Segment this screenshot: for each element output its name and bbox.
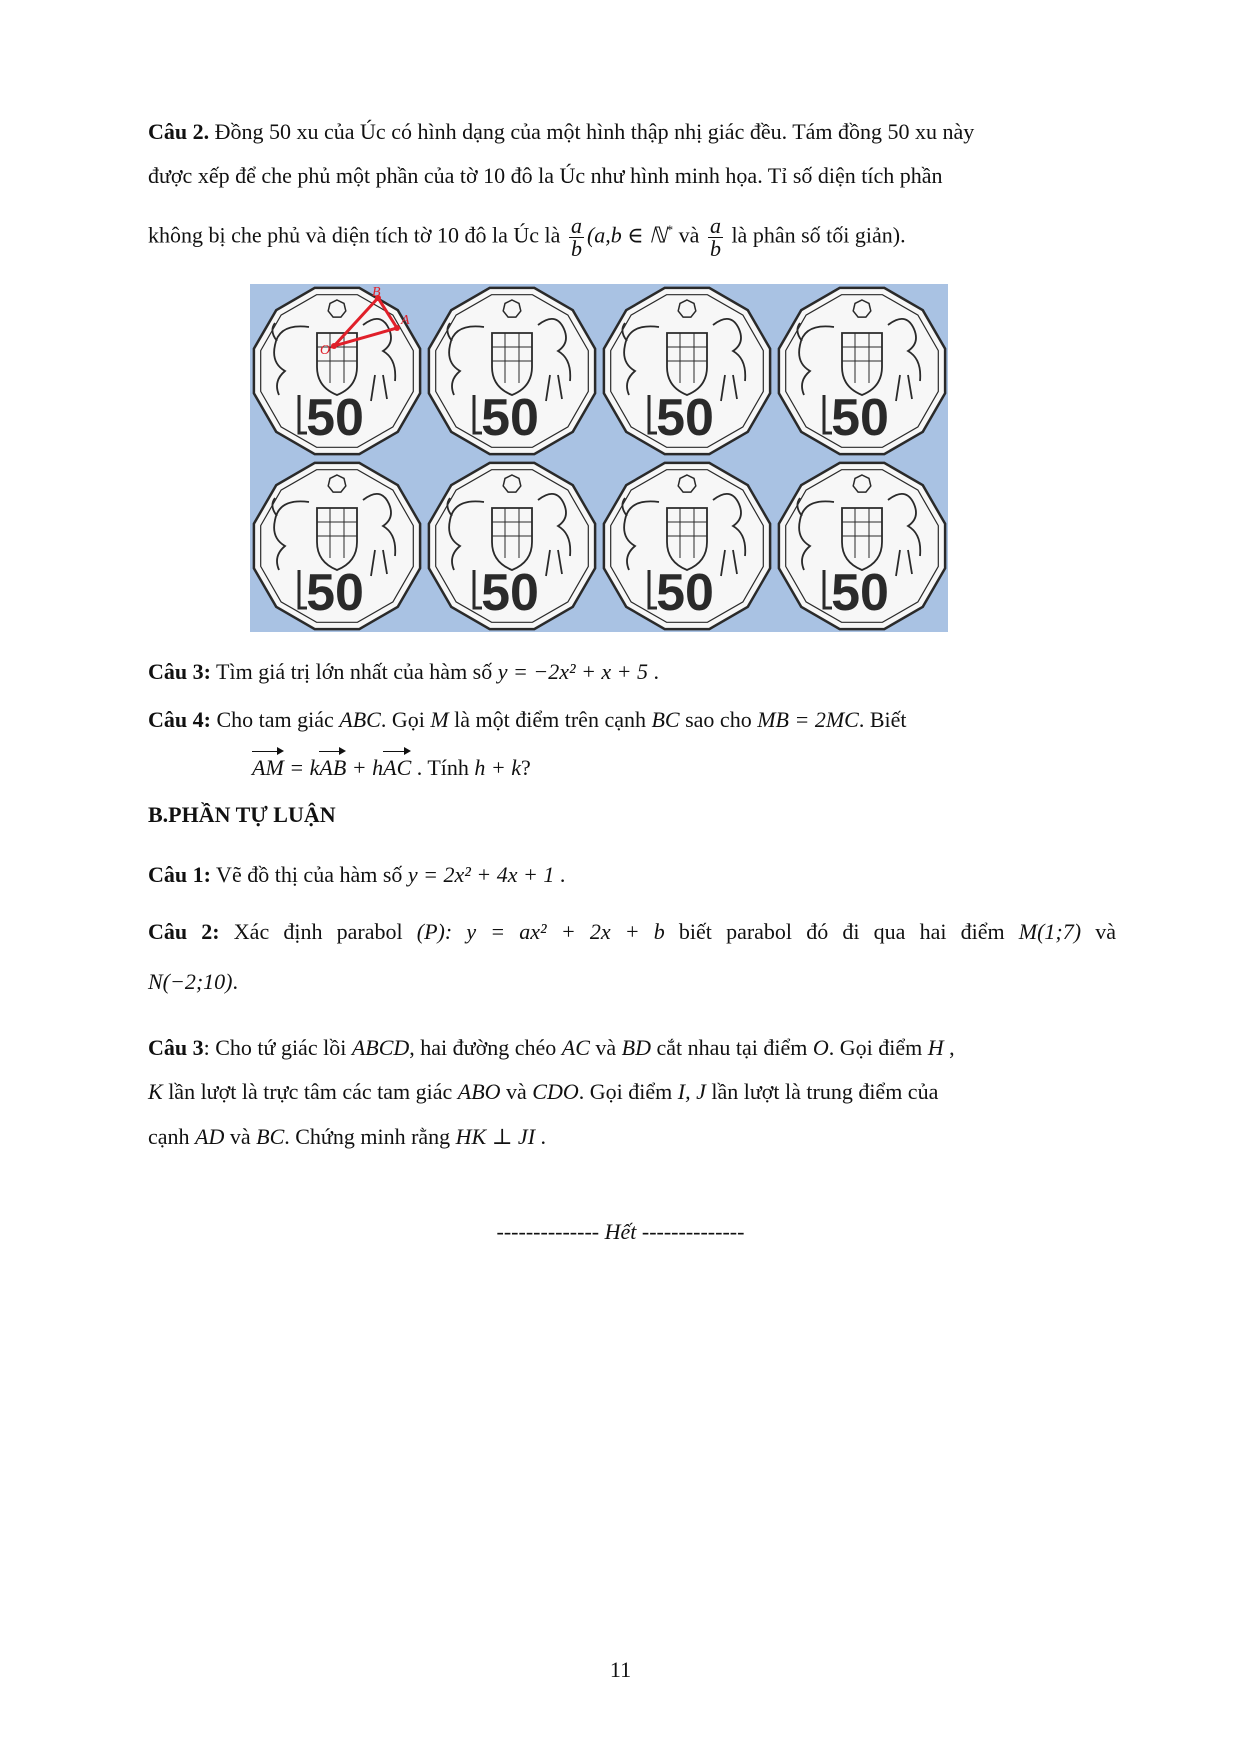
e2-line-2: N(−2;10). <box>148 969 238 994</box>
coin-6 <box>429 463 595 629</box>
vector-AB: AB <box>319 748 346 788</box>
q4-condition: MB = 2MC <box>757 707 859 732</box>
section-heading: B.PHẦN TỰ LUẬN <box>148 802 336 827</box>
q3-line: Câu 3: Tìm giá trị lớn nhất của hàm số y = −2x² + x + 5 . <box>148 659 660 684</box>
q3-formula: y = −2x² + x + 5 <box>497 659 649 684</box>
q2-text-3: không bị che phủ và diện tích tờ 10 đô la Úc là <box>148 222 566 248</box>
e1-label: Câu 1: <box>148 862 211 887</box>
e3-line-3: cạnh AD và BC. Chứng minh rằng HK ⊥ JI . <box>148 1124 547 1149</box>
point-A <box>394 325 400 331</box>
q2-line-3: không bị che phủ và diện tích tờ 10 đô la Úc là $\frac{a}{b}$ (a,b ∈ ℕ* và $\frac{a}{b}$ là phân số tối giản). <box>148 212 906 261</box>
e3-label: Câu 3 <box>148 1035 204 1060</box>
point-O <box>331 343 337 349</box>
label-O: O <box>320 343 331 358</box>
q4-line-2: AM = kAB + hAC . Tính h + k? <box>252 748 1220 788</box>
e2-label: Câu 2: <box>148 919 220 944</box>
page-number: 11 <box>609 1657 632 1682</box>
end-mark: -------------- Hết -------------- <box>496 1219 745 1244</box>
e2-line-1: Câu 2: Xác định parabol (P): y = ax² + 2x + b biết parabol đó đi qua hai điểm M(1;7) và <box>148 919 1117 944</box>
coin-value: 50 <box>831 564 889 622</box>
coin-value: 50 <box>306 389 364 447</box>
coin-value: 50 <box>656 564 714 622</box>
e3-line-2: K lần lượt là trực tâm các tam giác ABO và CDO. Gọi điểm I, J lần lượt là trung điểm của <box>148 1079 939 1104</box>
coin-value: 50 <box>656 389 714 447</box>
coin-value: 50 <box>481 389 539 447</box>
vector-AM: AM <box>252 748 284 788</box>
e3-line-1: Câu 3: Cho tứ giác lồi ABCD, hai đường chéo AC và BD cắt nhau tại điểm O. Gọi điểm H , <box>148 1035 955 1060</box>
coin-4 <box>779 288 945 454</box>
e1-formula: y = 2x² + 4x + 1 <box>407 862 555 887</box>
e2-point-N: N(−2;10) <box>148 969 233 994</box>
q4-line-1: Câu 4: Cho tam giác ABC. Gọi M là một điểm trên cạnh BC sao cho MB = 2MC. Biết <box>148 707 907 732</box>
coin-1 <box>254 288 420 454</box>
q2-text-1: Đồng 50 xu của Úc có hình dạng của một hình thập nhị giác đều. Tám đồng 50 xu này <box>209 119 975 144</box>
coin-value: 50 <box>306 564 364 622</box>
e3-perpendicular: HK ⊥ JI <box>455 1124 536 1149</box>
coin-value: 50 <box>831 389 889 447</box>
q3-label: Câu 3: <box>148 659 211 684</box>
q2-fraction-2: $\frac{a}{b}$ <box>709 212 721 261</box>
q2-label: Câu 2. <box>148 119 210 144</box>
coin-value: 50 <box>481 564 539 622</box>
q2-fraction: $\frac{a}{b}$ <box>570 212 582 261</box>
vector-AC: AC <box>383 748 411 788</box>
coin-5 <box>254 463 420 629</box>
q2-text-2: được xếp để che phủ một phần của tờ 10 đô la Úc như hình minh họa. Tỉ số diện tích phần <box>148 163 943 188</box>
e1-line: Câu 1: Vẽ đồ thị của hàm số y = 2x² + 4x + 1 . <box>148 862 566 887</box>
label-B: B <box>372 285 381 300</box>
coin-7 <box>604 463 770 629</box>
e2-parabol: (P): y = ax² + 2x + b <box>416 919 665 944</box>
q2-set: (a,b ∈ ℕ <box>586 222 667 248</box>
q4-label: Câu 4: <box>148 707 211 732</box>
coin-3 <box>604 288 770 454</box>
coin-2 <box>429 288 595 454</box>
coins-figure <box>250 284 948 632</box>
q2-line-2 <box>148 156 1116 196</box>
coin-8 <box>779 463 945 629</box>
label-A: A <box>401 313 410 328</box>
e2-point-M: M(1;7) <box>1018 919 1082 944</box>
q2-line-1 <box>148 112 1116 152</box>
